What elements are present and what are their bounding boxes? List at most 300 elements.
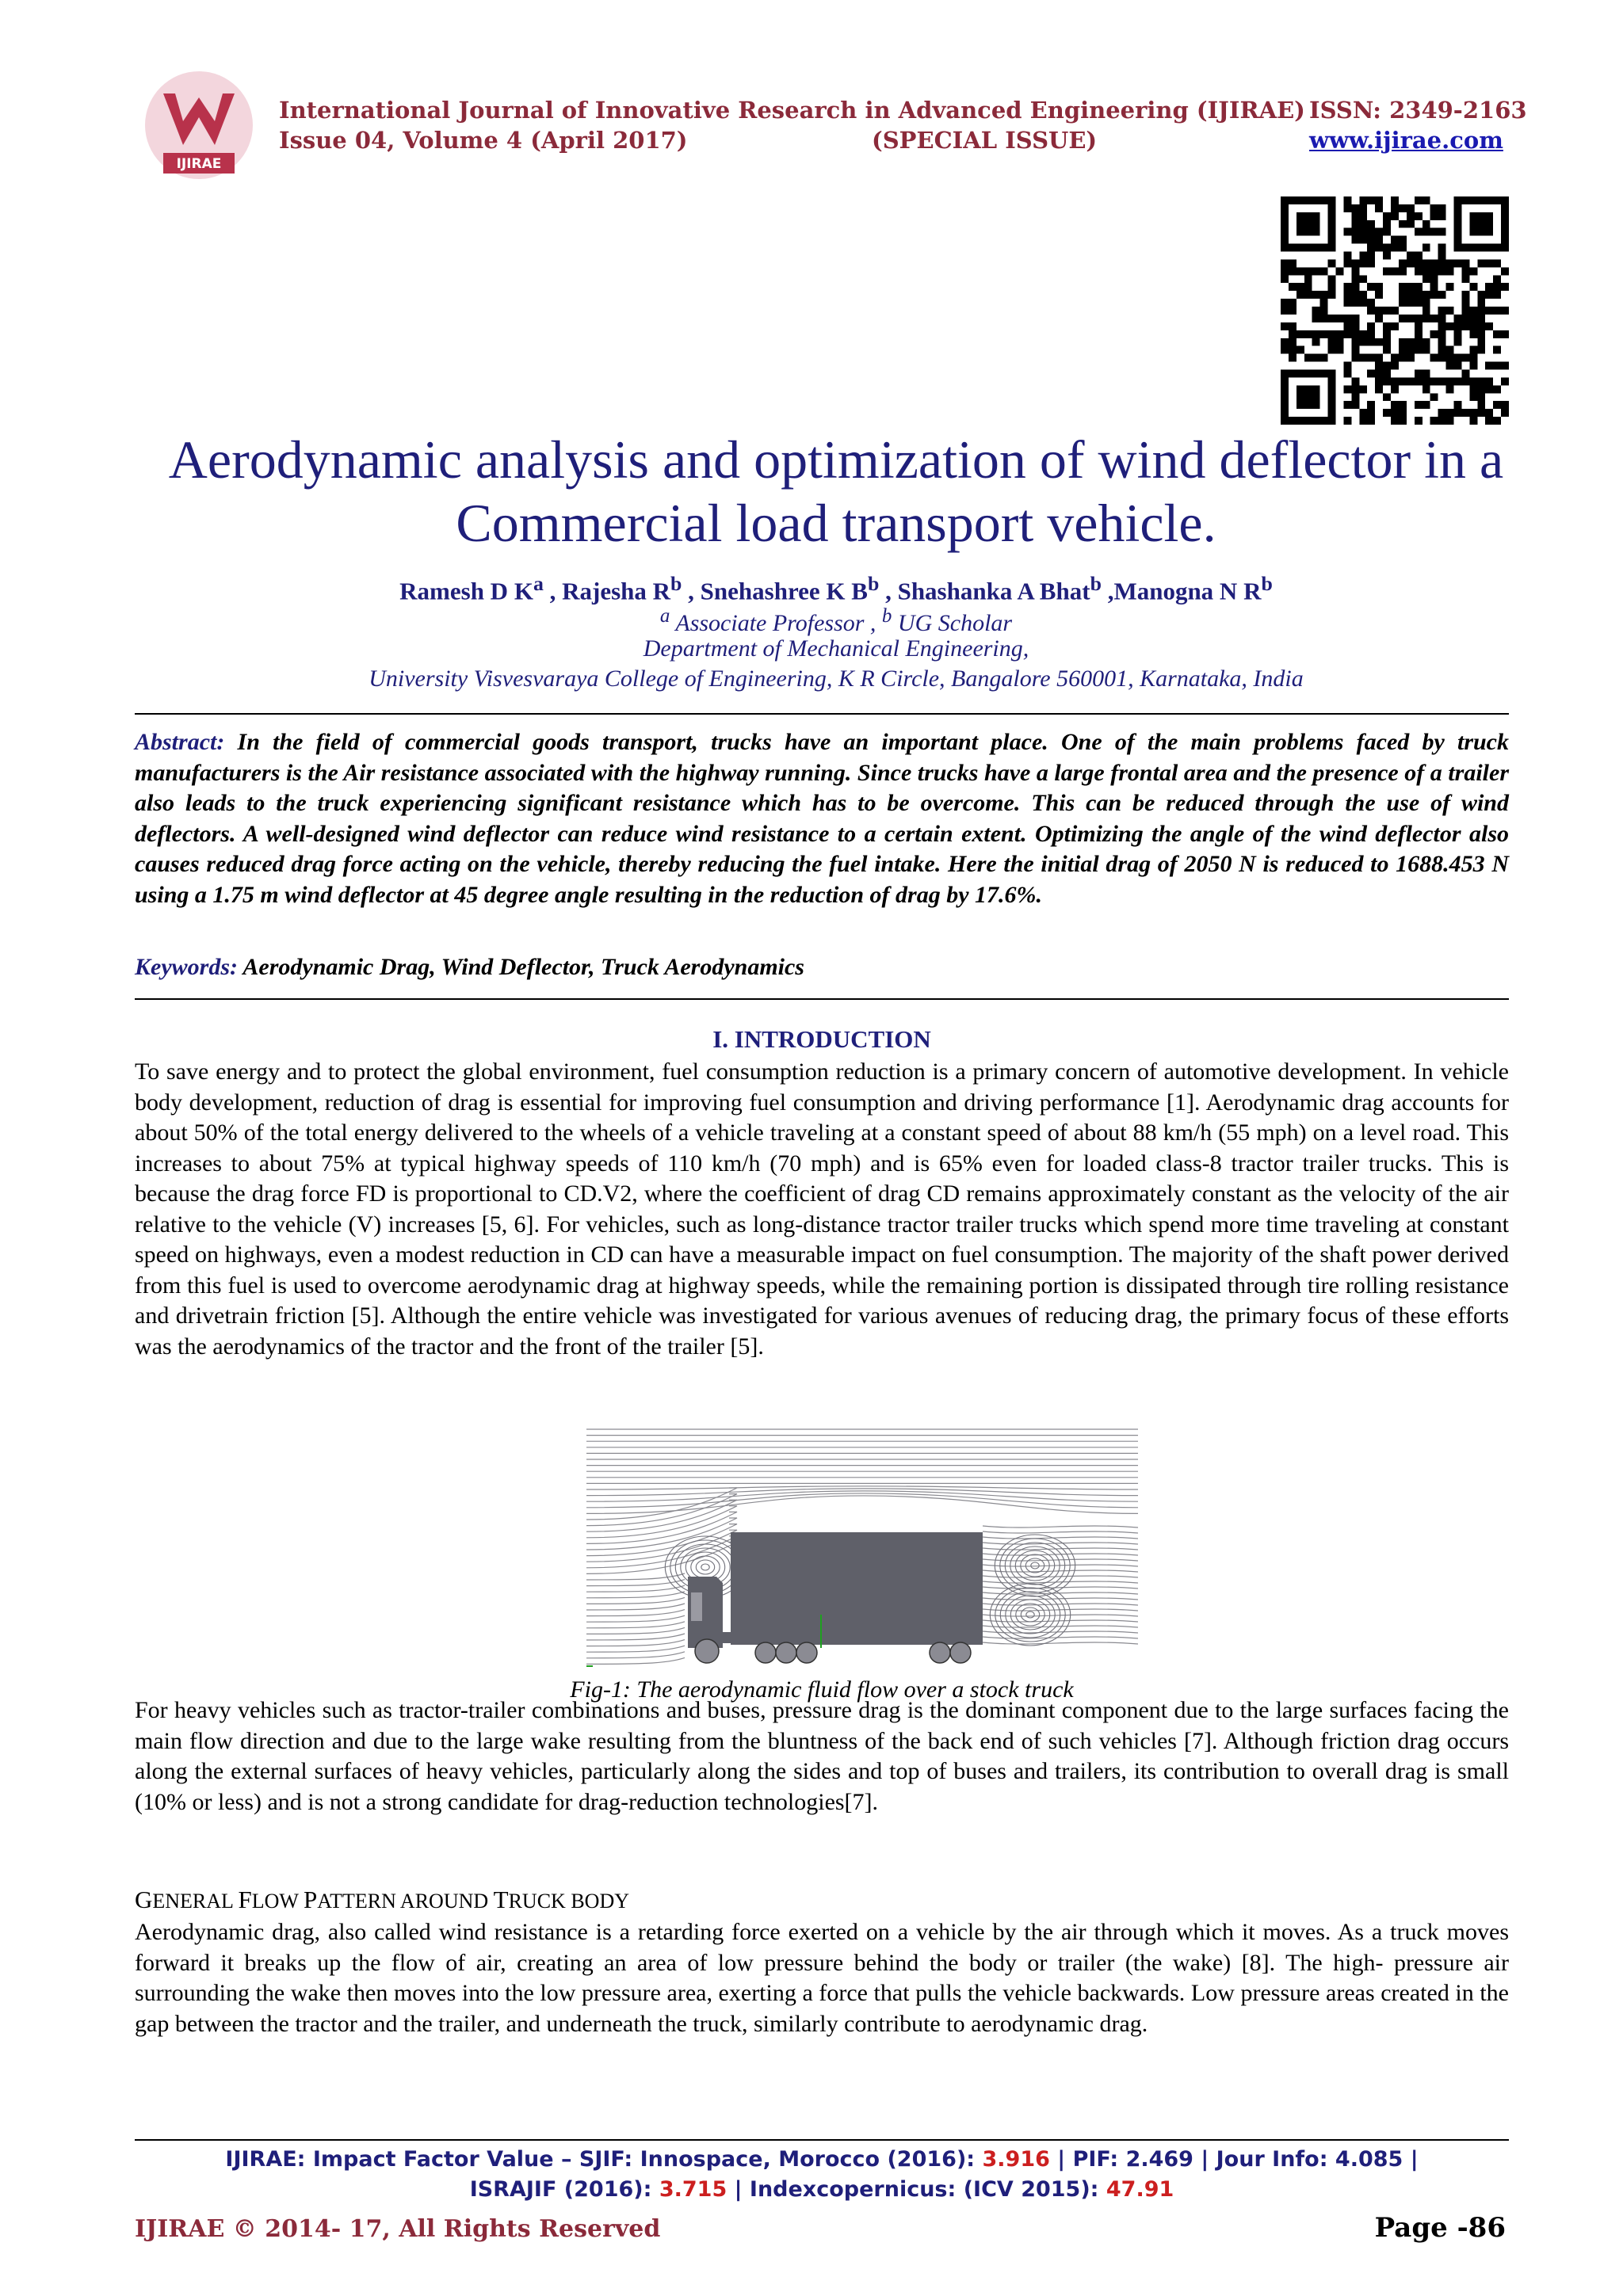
qr-module	[1477, 322, 1485, 330]
qr-module	[1351, 354, 1359, 362]
qr-module	[1399, 259, 1407, 267]
ijirae-logo	[139, 70, 258, 196]
author-sup: a	[533, 572, 544, 595]
qr-module	[1469, 330, 1477, 338]
qr-module	[1289, 259, 1296, 267]
qr-module	[1453, 322, 1461, 330]
qr-module	[1391, 362, 1399, 370]
qr-module	[1343, 204, 1351, 212]
footer-impact-line-2	[135, 2177, 1509, 2202]
qr-module	[1320, 267, 1328, 275]
qr-module	[1375, 244, 1383, 252]
qr-module	[1312, 338, 1320, 346]
qr-module	[1343, 291, 1351, 299]
qr-module	[1438, 267, 1446, 275]
qr-module	[1391, 307, 1399, 315]
qr-module	[1461, 377, 1469, 385]
qr-module	[1485, 385, 1493, 393]
qr-module	[1453, 409, 1461, 417]
qr-module	[1351, 393, 1359, 401]
author-separator: ,	[879, 577, 898, 605]
qr-module	[1501, 267, 1509, 275]
qr-module	[1423, 346, 1430, 354]
qr-module	[1423, 401, 1430, 409]
icv-value: 47.91	[1106, 2177, 1174, 2202]
qr-module	[1383, 393, 1391, 401]
qr-module	[1469, 362, 1477, 370]
qr-module	[1438, 252, 1446, 260]
qr-module	[1351, 228, 1359, 236]
qr-module	[1328, 283, 1336, 291]
qr-module	[1438, 307, 1446, 315]
author-name: Rajesha R	[562, 577, 671, 605]
abstract-bottom-rule	[135, 998, 1509, 1000]
qr-module	[1391, 385, 1399, 393]
author-separator: ,	[1101, 577, 1114, 605]
qr-module	[1367, 220, 1375, 228]
qr-module	[1375, 315, 1383, 322]
qr-module	[1320, 291, 1328, 299]
affiliation-department: Department of Mechanical Engineering,	[643, 635, 1029, 662]
qr-module	[1407, 259, 1415, 267]
qr-module	[1351, 299, 1359, 307]
subheading-small: LOW	[251, 1890, 304, 1913]
qr-module	[1359, 252, 1367, 260]
qr-module	[1446, 362, 1454, 370]
qr-module	[1359, 204, 1367, 212]
keywords	[135, 954, 1509, 981]
qr-module	[1391, 377, 1399, 385]
qr-module	[1399, 291, 1407, 299]
qr-module	[1423, 315, 1430, 322]
qr-module	[1469, 346, 1477, 354]
abstract-label: Abstract:	[135, 729, 225, 755]
qr-module	[1485, 362, 1493, 370]
chassis	[716, 1632, 983, 1643]
qr-module	[1415, 196, 1423, 204]
qr-module	[1493, 417, 1501, 425]
qr-module	[1359, 212, 1367, 220]
copyright: IJIRAE © 2014- 17, All Rights Reserved	[135, 2215, 661, 2243]
qr-module	[1351, 291, 1359, 299]
qr-module	[1501, 330, 1509, 338]
author-sup: b	[1261, 572, 1273, 595]
role-associate-professor: Associate Professor ,	[670, 610, 882, 636]
qr-module	[1461, 307, 1469, 315]
author-sup: b	[1090, 572, 1102, 595]
qr-module	[1296, 346, 1304, 354]
qr-module	[1461, 409, 1469, 417]
qr-module	[1289, 267, 1296, 275]
qr-module	[1485, 291, 1493, 299]
qr-module	[1343, 283, 1351, 291]
qr-module	[1343, 228, 1351, 236]
author-sup: b	[670, 572, 682, 595]
wheel	[755, 1642, 776, 1663]
qr-module	[1399, 267, 1407, 275]
journal-title: International Journal of Innovative Research in Advanced Engineering (IJIRAE)	[279, 97, 1305, 124]
affiliation-sup: a	[659, 605, 670, 627]
qr-module	[1391, 196, 1399, 204]
qr-module	[1391, 409, 1399, 417]
qr-module	[1453, 401, 1461, 409]
qr-module	[1399, 236, 1407, 244]
qr-module	[1391, 417, 1399, 425]
issn: ISSN: 2349-2163	[1309, 97, 1527, 124]
qr-module	[1407, 338, 1415, 346]
qr-module	[1351, 330, 1359, 338]
qr-module	[1399, 417, 1407, 425]
qr-module	[1430, 259, 1438, 267]
qr-module	[1399, 315, 1407, 322]
qr-module	[1281, 299, 1289, 307]
qr-module	[1477, 377, 1485, 385]
qr-module	[1304, 267, 1312, 275]
qr-module	[1281, 338, 1289, 346]
qr-module	[1367, 322, 1375, 330]
qr-module	[1399, 283, 1407, 291]
qr-module	[1430, 283, 1438, 291]
qr-module	[1281, 259, 1289, 267]
qr-module	[1383, 377, 1391, 385]
qr-module	[1477, 307, 1485, 315]
qr-module	[1423, 275, 1430, 283]
qr-module	[1351, 315, 1359, 322]
qr-module	[1438, 291, 1446, 299]
role-ug-scholar: UG Scholar	[892, 610, 1013, 636]
qr-module	[1351, 204, 1359, 212]
qr-module	[1493, 291, 1501, 299]
qr-module	[1328, 346, 1336, 354]
keywords-label: Keywords:	[135, 954, 238, 980]
qr-module	[1407, 315, 1415, 322]
qr-module	[1415, 377, 1423, 385]
qr-module	[1469, 267, 1477, 275]
qr-module	[1391, 212, 1399, 220]
website-link[interactable]: www.ijirae.com	[1309, 127, 1503, 154]
qr-module	[1501, 409, 1509, 417]
qr-module	[1461, 291, 1469, 299]
qr-module	[1477, 409, 1485, 417]
qr-module	[1391, 204, 1399, 212]
qr-module	[1367, 259, 1375, 267]
qr-module	[1399, 299, 1407, 307]
author-name: Shashanka A Bhat	[897, 577, 1090, 605]
qr-module	[1430, 267, 1438, 275]
qr-module	[1375, 307, 1383, 315]
qr-module	[1367, 244, 1375, 252]
qr-module	[1469, 417, 1477, 425]
affiliation-university: University Visvesvaraya College of Engineering, K R Circle, Bangalore 560001, Karnataka, India	[369, 666, 1304, 692]
footer-text: | Indexcopernicus: (ICV 2015):	[727, 2177, 1106, 2202]
qr-module	[1367, 196, 1375, 204]
qr-module	[1415, 417, 1423, 425]
author-list	[95, 572, 1577, 605]
intro-paragraph-3: Aerodynamic drag, also called wind resistance is a retarding force exerted on a vehicle by the air through which it moves. As a truck moves forward it breaks up the flow of air, creating an area of low pressure behind the body or trailer (the wake) [8]. The high- pressure air surrounding the wake then moves into the low pressure area, exerting a force that pulls the vehicle backwards. Low pressure areas created in the gap between the tractor and the trailer, and underneath the truck, similarly contribute to aerodynamic drag.	[135, 1919, 1509, 2037]
qr-module	[1375, 283, 1383, 291]
qr-module	[1328, 275, 1336, 283]
qr-module	[1304, 275, 1312, 283]
qr-module	[1289, 338, 1296, 346]
qr-module	[1469, 377, 1477, 385]
qr-module	[1430, 417, 1438, 425]
qr-module	[1312, 267, 1320, 275]
qr-module	[1469, 354, 1477, 362]
qr-module	[1383, 212, 1391, 220]
qr-module	[1351, 236, 1359, 244]
qr-module	[1359, 228, 1367, 236]
qr-module	[1367, 338, 1375, 346]
qr-module	[1469, 393, 1477, 401]
qr-module	[1407, 252, 1415, 260]
qr-module	[1438, 346, 1446, 354]
qr-code	[1281, 196, 1509, 425]
qr-module	[1375, 362, 1383, 370]
qr-module	[1328, 291, 1336, 299]
qr-module	[1289, 307, 1296, 315]
author-separator: ,	[543, 577, 563, 605]
qr-module	[1415, 252, 1423, 260]
wheel	[776, 1642, 796, 1663]
abstract-text: In the field of commercial goods transport, trucks have an important place. One of the main problems faced by truck manufacturers is the Air resistance associated with the highway running. Since trucks have a large frontal area and the presence of a trailer also leads to the truck experiencing significant resistance which has to be overcome. This can be reduced through the use of wind deflectors. A well-designed wind deflector can reduce wind resistance to a certain extent. Optimizing the angle of the wind deflector also causes reduced drag force acting on the vehicle, thereby reducing the fuel intake. Here the initial drag of 2050 N is reduced to 1688.453 N using a 1.75 m wind deflector at 45 degree angle resulting in the reduction of drag by 17.6%.	[135, 729, 1509, 908]
qr-module	[1281, 307, 1289, 315]
author-name: Ramesh D K	[399, 577, 533, 605]
qr-module	[1351, 385, 1359, 393]
qr-module	[1415, 267, 1423, 275]
qr-module	[1485, 417, 1493, 425]
qr-module	[1367, 354, 1375, 362]
qr-module	[1407, 220, 1415, 228]
qr-module	[1375, 377, 1383, 385]
qr-module	[1343, 259, 1351, 267]
qr-module	[1415, 322, 1423, 330]
qr-module	[1485, 259, 1493, 267]
qr-module	[1423, 228, 1430, 236]
subsection-heading	[135, 1886, 629, 1914]
qr-module	[1493, 275, 1501, 283]
qr-module	[1407, 354, 1415, 362]
qr-module	[1461, 322, 1469, 330]
qr-module	[1320, 307, 1328, 315]
qr-module	[1469, 409, 1477, 417]
qr-module	[1446, 259, 1454, 267]
qr-module	[1399, 377, 1407, 385]
qr-module	[1477, 291, 1485, 299]
qr-module	[1367, 307, 1375, 315]
qr-module	[1289, 283, 1296, 291]
subheading-cap: T	[493, 1886, 509, 1913]
qr-module	[1430, 315, 1438, 322]
intro-paragraph-1: To save energy and to protect the global environment, fuel consumption reduction is a primary concern of automotive development. In vehicle body development, reduction of drag is essential for improving fuel consumption and driving performance [1]. Aerodynamic drag accounts for about 50% of the total energy delivered to the wheels of a vehicle traveling at a constant speed of about 88 km/h (55 mph) on a level road. This increases to about 75% at typical highway speeds of 110 km/h (70 mph) and is 65% even for loaded class-8 tractor trailer trucks. This is because the drag force FD is proportional to CD.V2, where the coefficient of drag CD remains approximately constant as the velocity of the air relative to the vehicle (V) increases [5, 6]. For vehicles, such as long-distance tractor trailer trucks which spend more time traveling at constant speed on highways, even a modest reduction in CD can have a measurable impact on fuel consumption. The majority of the shaft power derived from this fuel is used to overcome aerodynamic drag at highway speeds, while the remaining portion is dissipated through tire rolling resistance and drivetrain friction [5]. Although the entire vehicle was investigated for various avenues of reducing drag, the primary focus of these efforts was the aerodynamics of the tractor and the front of the trailer [5].	[135, 1058, 1509, 1360]
qr-module	[1343, 322, 1351, 330]
qr-module	[1477, 315, 1485, 322]
qr-module	[1407, 299, 1415, 307]
subheading-cap: G	[135, 1886, 153, 1913]
qr-module	[1407, 291, 1415, 299]
qr-module	[1328, 315, 1336, 322]
qr-module	[1430, 204, 1438, 212]
qr-module	[1430, 275, 1438, 283]
qr-module	[1281, 267, 1289, 275]
issue-volume: Issue 04, Volume 4 (April 2017)	[279, 127, 688, 154]
qr-module	[1485, 307, 1493, 315]
qr-module	[1343, 362, 1351, 370]
qr-module	[1383, 369, 1391, 377]
qr-module	[1438, 259, 1446, 267]
wheel	[796, 1642, 817, 1663]
qr-module	[1375, 236, 1383, 244]
qr-module	[1281, 275, 1289, 283]
trailer-body	[731, 1532, 983, 1645]
qr-module	[1501, 283, 1509, 291]
qr-module	[1383, 322, 1391, 330]
qr-module	[1359, 291, 1367, 299]
qr-module	[1477, 330, 1485, 338]
qr-module	[1312, 307, 1320, 315]
qr-module	[1296, 330, 1304, 338]
qr-module	[1461, 275, 1469, 283]
qr-module	[1453, 259, 1461, 267]
qr-module	[1383, 228, 1391, 236]
qr-module	[1367, 228, 1375, 236]
qr-module	[1438, 322, 1446, 330]
qr-module	[1415, 228, 1423, 236]
logo-text: IJIRAE	[176, 156, 222, 172]
qr-module	[1328, 330, 1336, 338]
qr-module	[1359, 338, 1367, 346]
qr-module	[1304, 283, 1312, 291]
qr-module	[1296, 267, 1304, 275]
qr-module	[1375, 369, 1383, 377]
section-heading-introduction: I. INTRODUCTION	[712, 1025, 931, 1053]
qr-module	[1446, 385, 1454, 393]
qr-module	[1383, 362, 1391, 370]
qr-module	[1375, 385, 1383, 393]
qr-module	[1343, 401, 1351, 409]
qr-module	[1367, 299, 1375, 307]
qr-module	[1343, 369, 1351, 377]
qr-module	[1296, 291, 1304, 299]
qr-module	[1485, 377, 1493, 385]
qr-module	[1438, 228, 1446, 236]
qr-module	[1391, 244, 1399, 252]
qr-module	[1453, 377, 1461, 385]
qr-module	[1296, 283, 1304, 291]
title-line-2: Commercial load transport vehicle.	[456, 493, 1216, 553]
qr-module	[1367, 330, 1375, 338]
qr-finder	[1469, 212, 1493, 236]
qr-module	[1461, 299, 1469, 307]
qr-module	[1446, 417, 1454, 425]
qr-module	[1359, 220, 1367, 228]
subheading-small: RUCK BODY	[508, 1890, 630, 1913]
qr-module	[1423, 385, 1430, 393]
intro-paragraph-2: For heavy vehicles such as tractor-trailer combinations and buses, pressure drag is the dominant component due to the large surfaces facing the main flow direction and due to the large wake resulting from the bluntness of the back end of such vehicles [7]. Although friction drag occurs along the external surfaces of heavy vehicles, particularly along the sides and top of buses and trailers, its contribution to overall drag is small (10% or less) and is not a strong candidate for drag-reduction technologies[7].	[135, 1697, 1509, 1815]
qr-module	[1446, 346, 1454, 354]
qr-module	[1399, 346, 1407, 354]
qr-module	[1438, 315, 1446, 322]
qr-module	[1453, 362, 1461, 370]
author-separator: ,	[682, 577, 701, 605]
qr-module	[1312, 315, 1320, 322]
qr-module	[1446, 377, 1454, 385]
qr-module	[1367, 409, 1375, 417]
keywords-text: Aerodynamic Drag, Wind Deflector, Truck Aerodynamics	[238, 954, 804, 980]
qr-module	[1304, 291, 1312, 299]
qr-module	[1446, 267, 1454, 275]
qr-module	[1343, 330, 1351, 338]
qr-module	[1415, 299, 1423, 307]
affiliation-sup: b	[881, 605, 892, 627]
qr-module	[1501, 401, 1509, 409]
qr-module	[1415, 401, 1423, 409]
qr-module	[1407, 377, 1415, 385]
qr-module	[1453, 338, 1461, 346]
qr-module	[1485, 409, 1493, 417]
qr-module	[1304, 354, 1312, 362]
qr-module	[1304, 330, 1312, 338]
qr-module	[1320, 299, 1328, 307]
qr-module	[1430, 212, 1438, 220]
qr-module	[1351, 346, 1359, 354]
qr-module	[1477, 338, 1485, 346]
qr-module	[1430, 330, 1438, 338]
qr-module	[1469, 283, 1477, 291]
qr-module	[1407, 283, 1415, 291]
qr-module	[1367, 283, 1375, 291]
subheading-small: ENERAL	[152, 1890, 239, 1913]
qr-module	[1453, 315, 1461, 322]
cab-window	[691, 1592, 702, 1621]
qr-module	[1453, 330, 1461, 338]
qr-module	[1343, 417, 1351, 425]
qr-module	[1493, 283, 1501, 291]
qr-module	[1343, 315, 1351, 322]
wheel	[695, 1639, 719, 1663]
qr-module	[1453, 354, 1461, 362]
footer-rule	[135, 2139, 1509, 2141]
qr-module	[1423, 220, 1430, 228]
qr-module	[1493, 362, 1501, 370]
qr-module	[1383, 409, 1391, 417]
qr-module	[1423, 196, 1430, 204]
qr-module	[1375, 228, 1383, 236]
qr-module	[1367, 252, 1375, 260]
qr-module	[1423, 244, 1430, 252]
qr-module	[1343, 252, 1351, 260]
qr-module	[1423, 307, 1430, 315]
qr-module	[1501, 377, 1509, 385]
qr-module	[1399, 244, 1407, 252]
affiliation-roles	[95, 605, 1577, 637]
qr-module	[1399, 401, 1407, 409]
abstract	[135, 727, 1509, 910]
qr-module	[1430, 377, 1438, 385]
qr-module	[1359, 417, 1367, 425]
qr-module	[1438, 338, 1446, 346]
subheading-small: ATTERN AROUND	[317, 1890, 494, 1913]
qr-module	[1289, 346, 1296, 354]
footer-text: | PIF: 2.469 | Jour Info: 4.085 |	[1049, 2147, 1419, 2172]
qr-module	[1359, 409, 1367, 417]
special-issue: (SPECIAL ISSUE)	[872, 127, 1098, 154]
qr-module	[1423, 369, 1430, 377]
qr-module	[1501, 362, 1509, 370]
qr-module	[1367, 417, 1375, 425]
qr-module	[1359, 330, 1367, 338]
qr-module	[1367, 369, 1375, 377]
qr-module	[1375, 196, 1383, 204]
